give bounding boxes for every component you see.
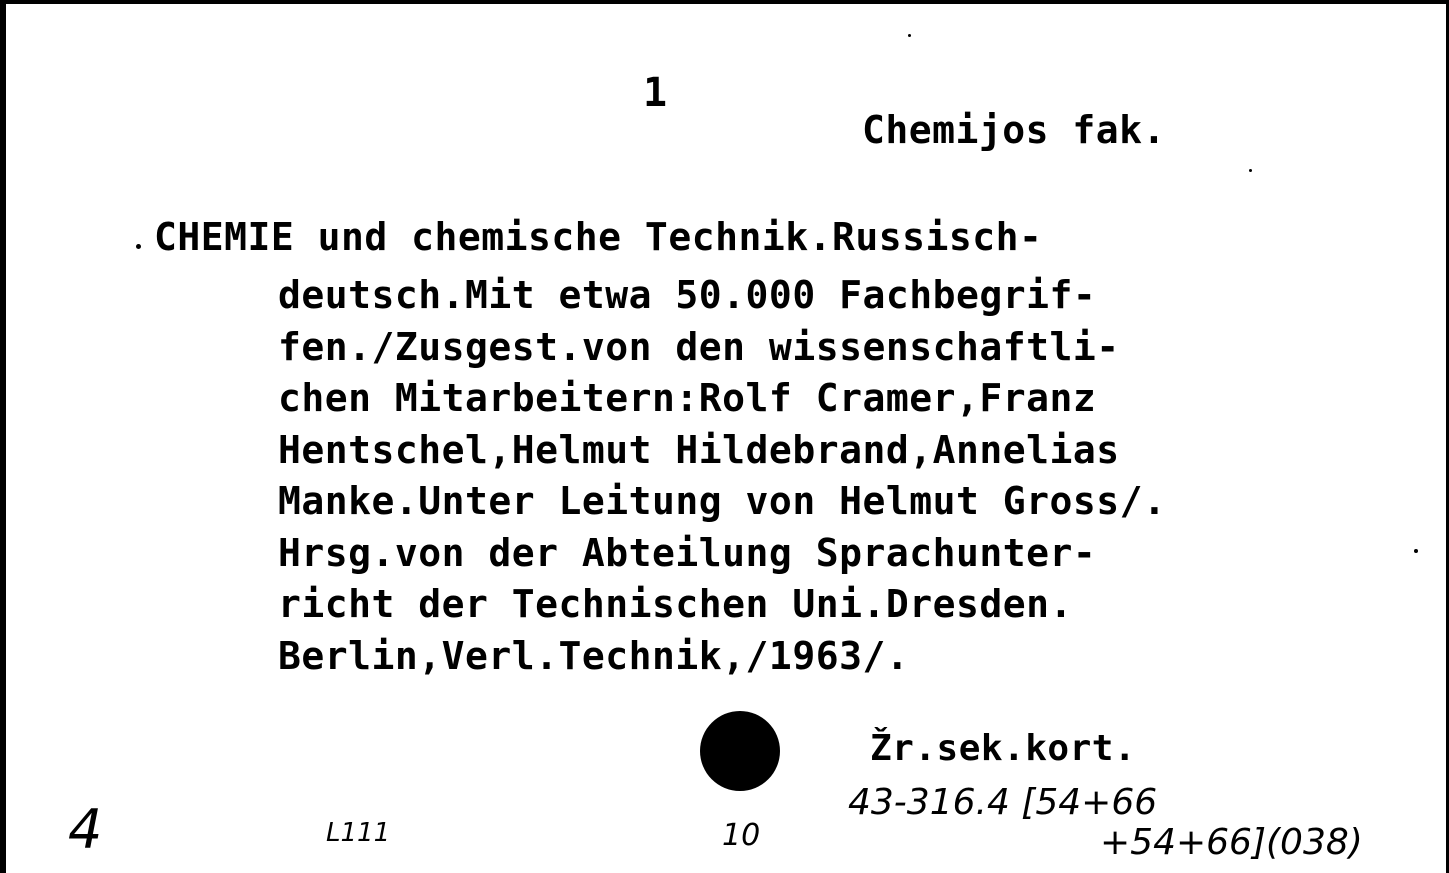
entry-line: richt der Technischen Uni.Dresden. — [278, 582, 1073, 626]
handwritten-shelf-mark: L111 — [326, 818, 391, 848]
handwritten-call-number-line2: +54+66](038) — [1100, 822, 1363, 863]
entry-first-line: CHEMIE und chemische Technik.Russisch- — [154, 215, 1043, 259]
entry-body — [278, 270, 1166, 682]
entry-line: Berlin,Verl.Technik,/1963/. — [278, 633, 910, 678]
punch-hole — [700, 711, 780, 791]
speck-mark — [136, 244, 141, 249]
entry-line: Manke.Unter Leitung von Helmut Gross/. — [278, 479, 1167, 523]
card-number: 1 — [643, 70, 668, 116]
faculty-heading: Chemijos fak. — [862, 108, 1166, 152]
catalog-note: Žr.sek.kort. — [870, 728, 1137, 769]
entry-line: Hrsg.von der Abteilung Sprachunter- — [278, 530, 1097, 575]
handwritten-left-mark: 4 — [68, 798, 103, 861]
entry-line: chen Mitarbeitern:Rolf Cramer,Franz — [278, 376, 1097, 420]
speck-mark — [1414, 549, 1418, 553]
entry-line: deutsch.Mit etwa 50.000 Fachbegrif- — [278, 273, 1097, 317]
entry-line: Hentschel,Helmut Hildebrand,Annelias — [278, 427, 1120, 472]
speck-mark — [1249, 169, 1252, 172]
entry-line: fen./Zusgest.von den wissenschaftli- — [278, 324, 1120, 369]
handwritten-call-number-line1: 43-316.4 [54+66 — [848, 782, 1158, 823]
speck-mark — [908, 34, 911, 37]
handwritten-count: 10 — [722, 818, 761, 853]
